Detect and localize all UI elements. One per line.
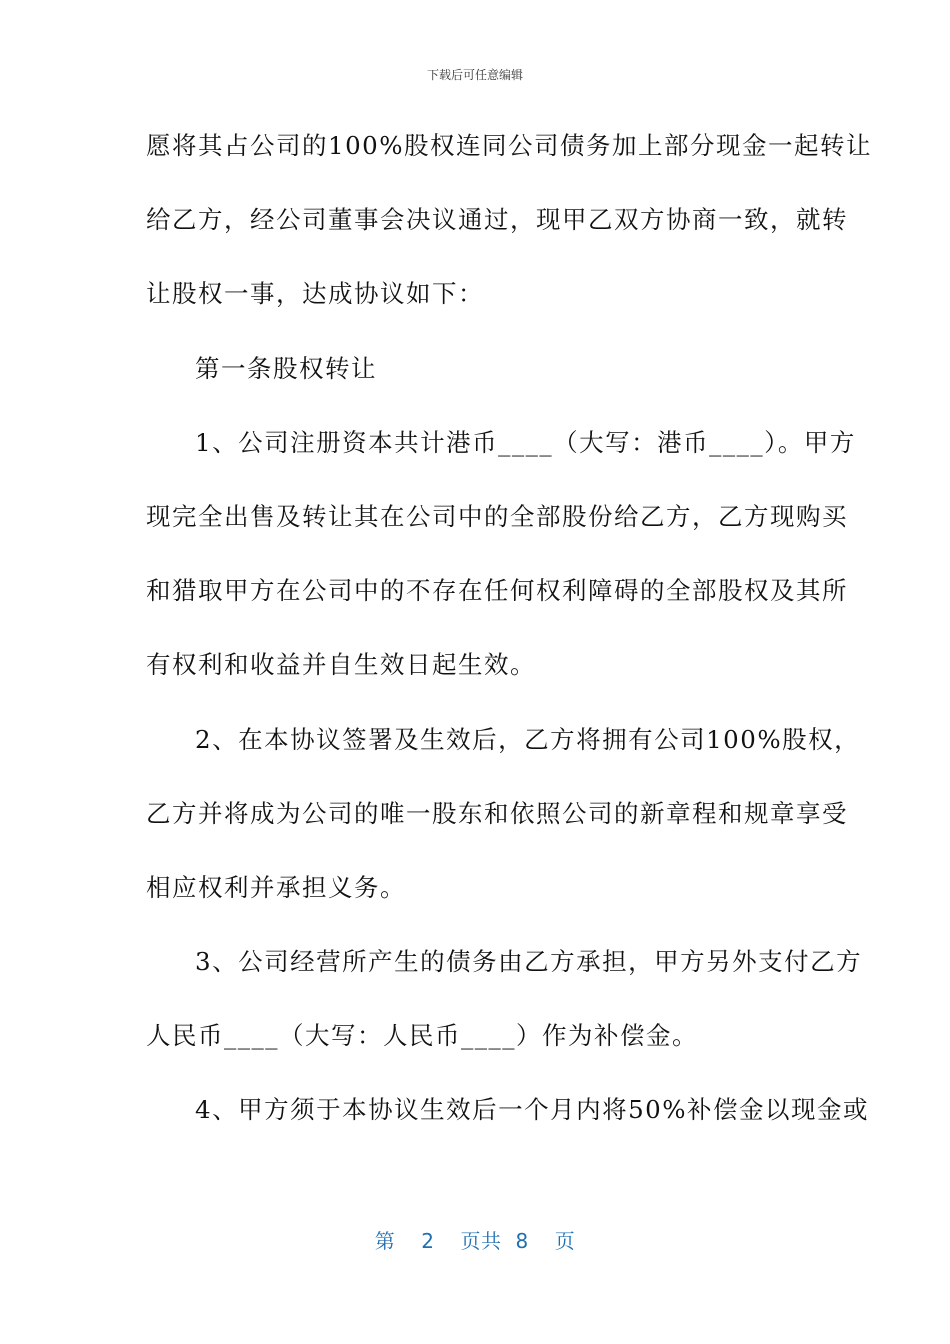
body-line-2: 给乙方，经公司董事会决议通过，现甲乙双方协商一致，就转 — [146, 205, 848, 235]
body-line-12: 3、公司经营所产生的债务由乙方承担，甲方另外支付乙方 — [195, 947, 863, 977]
footer-label-ye: 页 — [554, 1229, 576, 1253]
body-line-1: 愿将其占公司的100%股权连同公司债务加上部分现金一起转让 — [146, 131, 873, 160]
body-line-10: 乙方并将成为公司的唯一股东和依照公司的新章程和规章享受 — [146, 798, 848, 828]
section-heading: 第一条股权转让 — [195, 353, 377, 383]
page-footer — [0, 1225, 950, 1254]
body-line-6: 现完全出售及转让其在公司中的全部股份给乙方，乙方现购买 — [146, 501, 848, 531]
footer-total-pages: 8 — [515, 1229, 529, 1253]
body-line-8: 有权利和收益并自生效日起生效。 — [146, 650, 536, 680]
body-line-11: 相应权利并承担义务。 — [146, 872, 406, 902]
body-line-13: 人民币____（大写：人民币____）作为补偿金。 — [146, 1021, 698, 1051]
footer-label-di: 第 — [374, 1229, 396, 1253]
document-body — [146, 122, 873, 1161]
footer-label-ye-gong: 页共 — [460, 1229, 502, 1253]
footer-current-page: 2 — [421, 1229, 435, 1253]
body-line-14: 4、甲方须于本协议生效后一个月内将50%补偿金以现金或 — [195, 1095, 870, 1125]
body-line-7: 和猎取甲方在公司中的不存在任何权利障碍的全部股权及其所 — [146, 576, 848, 606]
body-line-9: 2、在本协议签署及生效后，乙方将拥有公司100%股权， — [195, 724, 861, 754]
header-note: 下载后可任意编辑 — [426, 68, 523, 82]
body-line-5: 1、公司注册资本共计港币____（大写：港币____）。甲方 — [195, 427, 856, 457]
body-line-3: 让股权一事，达成协议如下： — [146, 279, 484, 309]
